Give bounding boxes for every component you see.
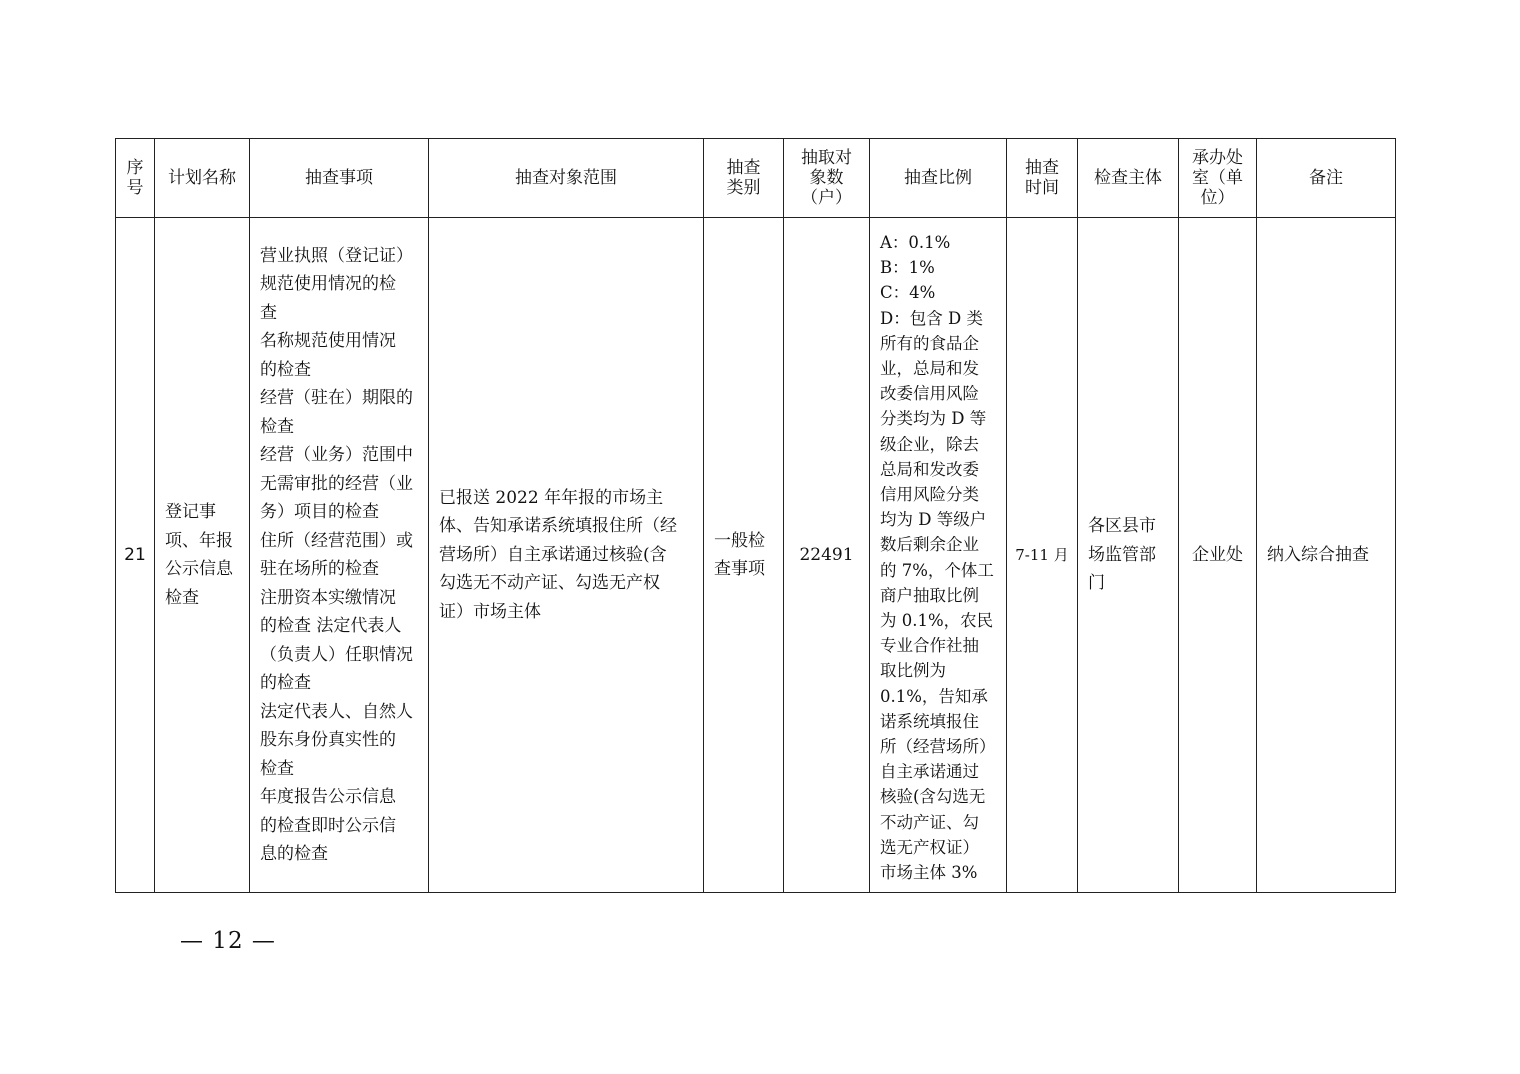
- page-number: — 12 —: [180, 928, 276, 954]
- header-remark: 备注: [1257, 139, 1396, 218]
- header-subject: 检查主体: [1078, 139, 1179, 218]
- header-dept: 承办处 室（单 位）: [1179, 139, 1257, 218]
- cell-items: 营业执照（登记证） 规范使用情况的检 查 名称规范使用情况 的检查 经营（驻在）期限的 检查 经营（业务）范围中 无需审批的经营（业 务）项目的检查 住所（经营范围）或 驻在场所的检查 注册资本实缴情况 的检查 法定代表人 （负责人）任职情况 的检查 法定代表人、自然人 股东身份真实性的 检查 年度报告公示信息 的检查即时公示信 息的检查: [250, 218, 429, 893]
- header-seq: 序 号: [116, 139, 155, 218]
- header-count: 抽取对 象数 （户）: [784, 139, 870, 218]
- cell-subject: 各区县市 场监管部 门: [1078, 218, 1179, 893]
- cell-ratio: A：0.1% B：1% C：4% D：包含 D 类 所有的食品企 业，总局和发 改委信用风险 分类均为 D 等 级企业，除去 总局和发改委 信用风险分类 均为 D 等级户 数后剩余企业 的 7%，个体工 商户抽取比例 为 0.1%，农民 专业合作社抽 取比例为 0.1%，告知承 诺系统填报住 所（经营场所） 自主承诺通过 核验(含勾选无 不动产证、勾 选无产权证） 市场主体 3%: [870, 218, 1007, 893]
- cell-scope: 已报送 2022 年年报的市场主 体、告知承诺系统填报住所（经 营场所）自主承诺通过核验(含 勾选无不动产证、勾选无产权 证）市场主体: [429, 218, 704, 893]
- header-ratio: 抽查比例: [870, 139, 1007, 218]
- cell-plan-name: 登记事 项、年报 公示信息 检查: [155, 218, 250, 893]
- table-row: [116, 218, 1396, 893]
- cell-remark: 纳入综合抽查: [1257, 218, 1396, 893]
- cell-dept: 企业处: [1179, 218, 1257, 893]
- cell-time: 7-11 月: [1007, 218, 1078, 893]
- cell-seq: 21: [116, 218, 155, 893]
- header-category: 抽查 类别: [704, 139, 784, 218]
- header-time: 抽查 时间: [1007, 139, 1078, 218]
- header-items: 抽查事项: [250, 139, 429, 218]
- cell-count: 22491: [784, 218, 870, 893]
- inspection-plan-table-container: [115, 138, 1396, 893]
- header-plan-name: 计划名称: [155, 139, 250, 218]
- table-header-row: [116, 139, 1396, 218]
- header-scope: 抽查对象范围: [429, 139, 704, 218]
- cell-category: 一般检 查事项: [704, 218, 784, 893]
- inspection-plan-table: [115, 138, 1396, 893]
